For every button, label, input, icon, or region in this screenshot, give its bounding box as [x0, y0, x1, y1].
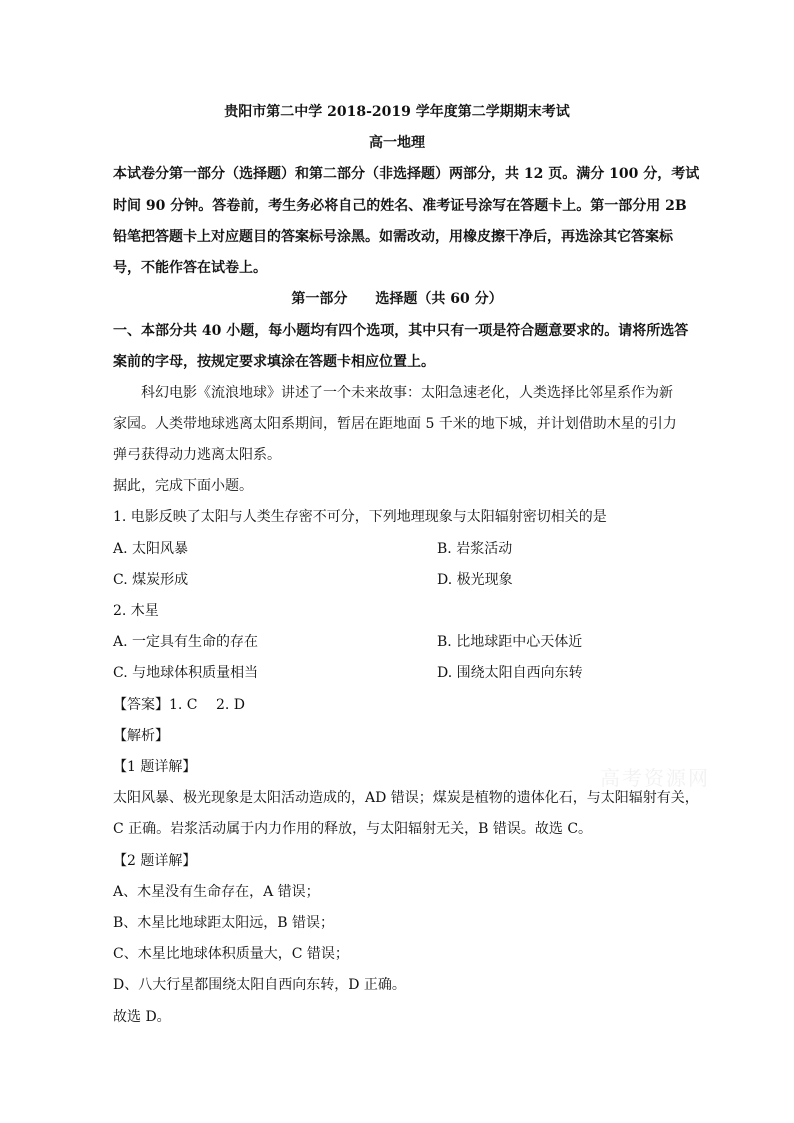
q1-detail-line: 太阳风暴、极光现象是太阳活动造成的，AD 错误；煤炭是植物的遗体化石，与太阳辐射有关，	[113, 790, 699, 806]
passage-line: 据此，完成下面小题。	[113, 478, 253, 494]
question-stem: 1. 电影反映了太阳与人类生存密不可分，下列地理现象与太阳辐射密切相关的是	[113, 509, 607, 525]
watermark: 高考资源网	[600, 766, 710, 790]
section-intro-line: 案前的字母，按规定要求填涂在答题卡相应位置上。	[113, 354, 435, 370]
exam-title: 贵阳市第二中学 2018-2019 学年度第二学期期末考试	[224, 104, 570, 120]
option-c: C. 煤炭形成	[113, 572, 189, 588]
option-b: B. 比地球距中心天体近	[437, 634, 583, 650]
passage-line: 家园。人类带地球逃离太阳系期间，暂居在距地面 5 千米的地下城，并计划借助木星的引力	[113, 416, 677, 432]
q2-detail-line: C、木星比地球体积质量大，C 错误；	[113, 946, 349, 962]
q1-detail-line: C 正确。岩浆活动属于内力作用的释放，与太阳辐射无关，B 错误。故选 C。	[113, 821, 593, 837]
option-b: B. 岩浆活动	[437, 541, 513, 557]
option-a: A. 一定具有生命的存在	[113, 634, 259, 650]
instruction-line: 本试卷分第一部分（选择题）和第二部分（非选择题）两部分，共 12 页。满分 100 分，考试	[113, 166, 700, 182]
instruction-line: 铅笔把答题卡上对应题目的答案标号涂黑。如需改动，用橡皮擦干净后，再选涂其它答案标	[113, 229, 673, 245]
option-a: A. 太阳风暴	[113, 541, 189, 557]
q2-detail-label: 【2 题详解】	[113, 853, 197, 869]
option-d: D. 围绕太阳自西向东转	[437, 665, 583, 681]
passage-line: 科幻电影《流浪地球》讲述了一个未来故事：太阳急速老化，人类选择比邻星系作为新	[113, 385, 673, 401]
option-c: C. 与地球体积质量相当	[113, 665, 259, 681]
q2-detail-line: A、木星没有生命存在，A 错误；	[113, 884, 320, 900]
q2-detail-line: B、木星比地球距太阳远，B 错误；	[113, 915, 335, 931]
instruction-line: 号，不能作答在试卷上。	[113, 260, 267, 276]
question-stem: 2. 木星	[113, 603, 159, 619]
part-one-heading: 第一部分 选择题（共 60 分）	[291, 291, 503, 307]
instruction-line: 时间 90 分钟。答卷前，考生务必将自己的姓名、准考证号涂写在答题卡上。第一部分用 2B	[113, 198, 687, 214]
q1-detail-label: 【1 题详解】	[113, 759, 197, 775]
q2-conclusion: 故选 D。	[113, 1009, 171, 1025]
answer-key: 【答案】1. C 2. D	[113, 697, 246, 713]
q2-detail-line: D、八大行星都围绕太阳自西向东转，D 正确。	[113, 977, 406, 993]
option-d: D. 极光现象	[437, 572, 513, 588]
analysis-label: 【解析】	[113, 728, 169, 744]
section-intro-line: 一、本部分共 40 小题，每小题均有四个选项，其中只有一项是符合题意要求的。请将所选答	[113, 323, 689, 339]
passage-line: 弹弓获得动力逃离太阳系。	[113, 447, 281, 463]
exam-subject: 高一地理	[369, 135, 425, 151]
